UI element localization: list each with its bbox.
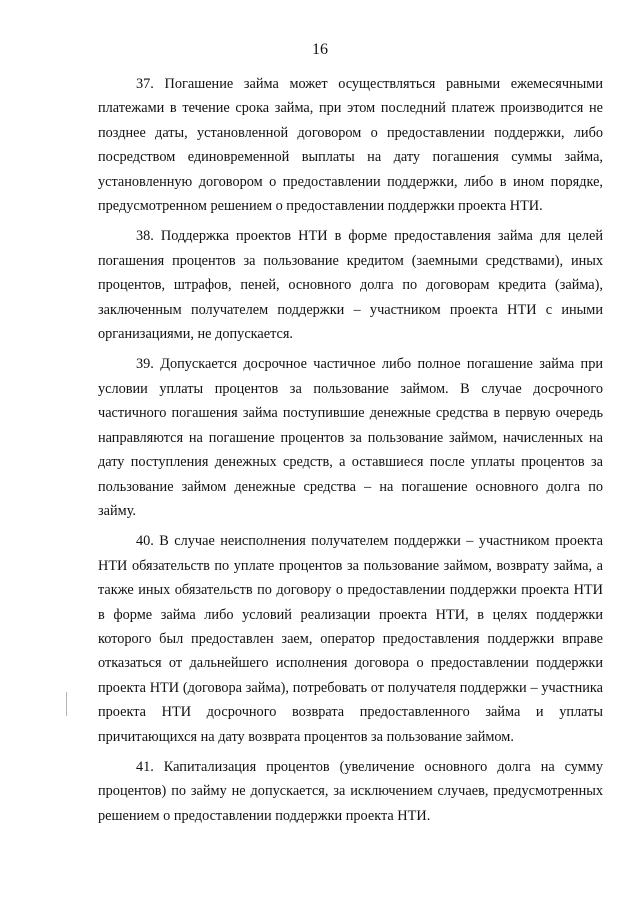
paragraph-39: 39. Допускается досрочное частичное либо полное погашение займа при условии уплаты процентов за пользование займом. В случае досрочного частичного погашения займа поступившие денежные средства в первую очередь направляются на погашение процентов за пользование займом, начисленных на дату поступления денежных средств, а оставшиеся после уплаты процентов за пользование займом денежные средства – на погашение основного долга по займу. (98, 356, 603, 519)
paragraph-37: 37. Погашение займа может осуществляться равными ежемесячными платежами в течение срока займа, при этом последний платеж производится не позднее даты, установленной договором о предоставлении поддержки, либо посредством единовременной выплаты на дату погашения суммы займа, установленную договором о предоставлении поддержки, либо в ином порядке, предусмотренном решением о предоставлении поддержки проекта НТИ. (98, 76, 603, 215)
paragraph-40: 40. В случае неисполнения получателем поддержки – участником проекта НТИ обязательств по уплате процентов за пользование займом, возврату займа, а также иных обязательств по договору о предоставлении поддержки проекта НТИ в форме займа либо условий реализации проекта НТИ, в целях поддержки которого был предоставлен заем, оператор предоставления поддержки вправе отказаться от дальнейшего исполнения договора о предоставлении поддержки проекта НТИ (договора займа), потребовать от получателя поддержки – участника проекта НТИ досрочного возврата предоставленного займа и уплаты причитающихся на дату возврата процентов за пользование займом. (98, 533, 603, 745)
document-body (98, 72, 603, 828)
paragraph-38: 38. Поддержка проектов НТИ в форме предоставления займа для целей погашения процентов за пользование кредитом (заемными средствами), иных процентов, штрафов, пеней, основного долга по договорам кредита (займа), заключенным получателем поддержки – участником проекта НТИ с иными организациями, не допускается. (98, 228, 603, 343)
scan-artifact-mark (66, 692, 67, 716)
paragraph-41: 41. Капитализация процентов (увеличение основного долга на сумму процентов) по займу не допускается, за исключением случаев, предусмотренных решением о предоставлении поддержки проекта НТИ. (98, 758, 603, 824)
page-number: 16 (312, 41, 328, 58)
